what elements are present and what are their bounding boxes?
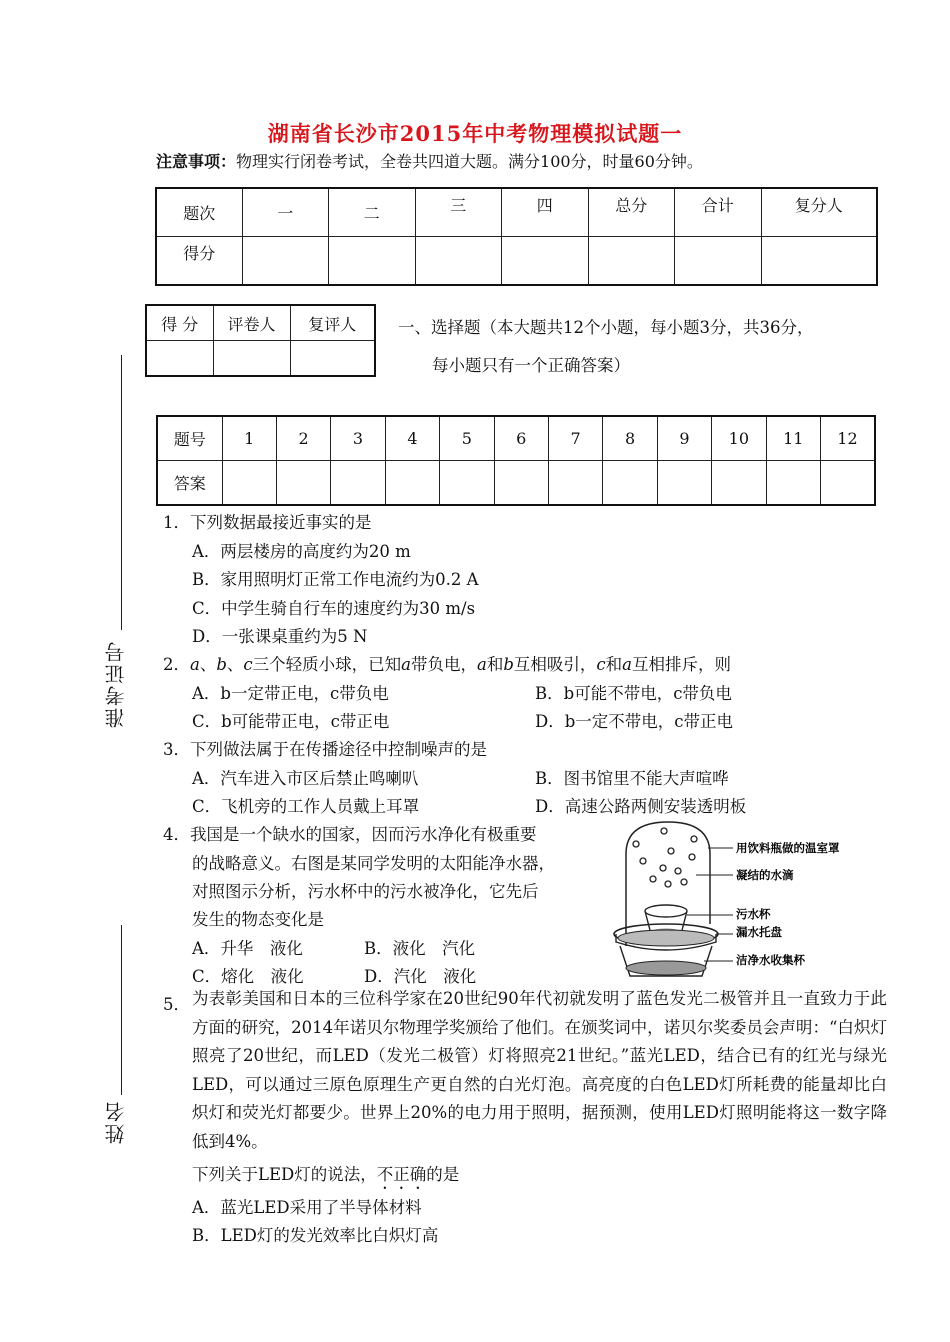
grader-cell[interactable] — [146, 341, 213, 377]
table-row — [156, 188, 877, 237]
text: 带负电， — [411, 655, 477, 674]
q2-option-d: D．b一定不带电，c带正电 — [535, 712, 734, 731]
answer-cell[interactable] — [440, 461, 494, 506]
q4-option-b: B．液化 汽化 — [364, 939, 476, 958]
question-number: 3 — [331, 416, 385, 461]
name-label: 姓名 — [104, 1100, 128, 1144]
q5-ask — [192, 1161, 459, 1193]
figure-label-drip-tray: 漏水托盘 — [736, 925, 782, 939]
score-cell[interactable] — [415, 237, 502, 286]
answer-cell[interactable] — [657, 461, 711, 506]
score-cell[interactable] — [329, 237, 416, 286]
grader-table — [145, 304, 376, 377]
answer-cell[interactable] — [276, 461, 330, 506]
question-number: 10 — [712, 416, 766, 461]
table-row — [157, 461, 875, 506]
figure-label-collection-cup: 洁净水收集杯 — [736, 953, 805, 967]
grader-header: 复评人 — [290, 305, 375, 341]
section-1-line2: 每小题只有一个正确答案） — [432, 356, 630, 375]
grader-header: 得 分 — [146, 305, 213, 341]
answer-cell[interactable] — [331, 461, 385, 506]
q2-option-b: B．b可能不带电，c带负电 — [535, 684, 732, 703]
q5-option-a: A．蓝光LED采用了半导体材料 — [192, 1198, 422, 1217]
exam-id-label: 准考证号 — [104, 640, 128, 728]
q4-line3: 对照图示分析，污水杯中的污水被净化，它先后 — [192, 882, 539, 901]
text: 、 — [199, 655, 217, 674]
question-number: 7 — [548, 416, 602, 461]
figure-label-droplets: 凝结的水滴 — [736, 868, 794, 882]
grader-cell[interactable] — [213, 341, 290, 377]
text: 、 — [226, 655, 244, 674]
binding-line — [121, 925, 122, 1095]
answer-cell[interactable] — [548, 461, 602, 506]
q3-option-c: C．飞机旁的工作人员戴上耳罩 — [192, 797, 420, 816]
binding-line — [121, 355, 122, 630]
score-header: 四 — [502, 188, 589, 237]
emphasis-not-correct: 不正确 — [376, 1165, 427, 1184]
score-cell[interactable] — [242, 237, 329, 286]
score-cell[interactable] — [502, 237, 589, 286]
answer-cell[interactable] — [712, 461, 766, 506]
q5-text: 为表彰美国和日本的三位科学家在20世纪90年代初就发明了蓝色发光二极管并且一直致力于此方面的研究，2014年诺贝尔物理学奖颁给了他们。在颁奖词中，诺贝尔奖委员会声明：“白炽灯照亮了20世纪，而LED（发光二极管）灯将照亮21世纪。”蓝光LED，结合已有的红光与绿光LED，可以通过三原色原理生产更自然的白光灯泡。高亮度的白色LED灯所耗费的能量却比白炽灯和荧光灯都要少。世界上20%的电力用于照明，据预测，使用LED灯照明能将这一数字降低到4%。 — [192, 989, 887, 1151]
table-row — [146, 305, 375, 341]
q2-option-a: A．b一定带正电，c带负电 — [192, 684, 389, 703]
var-c: c — [243, 655, 253, 674]
notice-label: 注意事项： — [156, 152, 237, 171]
text: 互相排斥，则 — [632, 655, 731, 674]
drip-tray-inner — [618, 930, 714, 946]
question-number: 9 — [657, 416, 711, 461]
q4-line4: 发生的物态变化是 — [192, 910, 324, 929]
q2-stem — [163, 651, 731, 675]
water-droplets — [633, 828, 697, 887]
score-header: 总分 — [588, 188, 675, 237]
q3-option-b: B．图书馆里不能大声喧哗 — [535, 769, 729, 788]
score-cell[interactable] — [761, 237, 877, 286]
q2-option-c: C．b可能带正电，c带正电 — [192, 712, 390, 731]
q1-option-b: B．家用照明灯正常工作电流约为0.2 A — [192, 570, 479, 589]
score-header: 一 — [242, 188, 329, 237]
q4-line2: 的战略意义。右图是某同学发明的太阳能净水器， — [192, 854, 555, 873]
grader-cell[interactable] — [290, 341, 375, 377]
var-a: a — [401, 655, 411, 674]
q5-number: 5． — [163, 995, 190, 1014]
text: 和 — [486, 655, 504, 674]
q3-option-a: A．汽车进入市区后禁止鸣喇叭 — [192, 769, 419, 788]
q1-option-a: A．两层楼房的高度约为20 m — [192, 542, 411, 561]
var-c: c — [596, 655, 606, 674]
question-number: 4 — [385, 416, 439, 461]
q4-line1: 4．我国是一个缺水的国家，因而污水净化有极重要 — [163, 825, 537, 844]
question-number: 11 — [766, 416, 820, 461]
text: 的是 — [426, 1165, 460, 1184]
text: 三个轻质小球，已知 — [252, 655, 402, 674]
score-header: 二 — [329, 188, 416, 237]
answer-cell[interactable] — [494, 461, 548, 506]
answer-cell[interactable] — [820, 461, 875, 506]
score-row-label: 得分 — [156, 237, 242, 286]
q5-option-b: B．LED灯的发光效率比白炽灯高 — [192, 1226, 439, 1245]
var-a: a — [622, 655, 632, 674]
score-header: 题次 — [156, 188, 242, 237]
score-header: 合计 — [675, 188, 762, 237]
question-number: 2 — [276, 416, 330, 461]
answer-cell[interactable] — [385, 461, 439, 506]
answer-row-label: 题号 — [157, 416, 222, 461]
q1-option-d: D．一张课桌重约为5 N — [192, 627, 368, 646]
notice-text: 物理实行闭卷考试，全卷共四道大题。满分100分，时量60分钟。 — [236, 152, 703, 171]
table-row — [146, 341, 375, 377]
question-number: 1 — [222, 416, 276, 461]
text: 下列关于LED灯的说法， — [192, 1165, 377, 1184]
grader-header: 评卷人 — [213, 305, 290, 341]
text: 互相吸引， — [513, 655, 597, 674]
figure-label-cover: 用饮料瓶做的温室罩 — [736, 841, 840, 855]
score-header: 复分人 — [761, 188, 877, 237]
question-number: 12 — [820, 416, 875, 461]
var-b: b — [216, 655, 227, 674]
answer-row-label: 答案 — [157, 461, 222, 506]
table-row — [156, 237, 877, 286]
var-b: b — [503, 655, 514, 674]
score-cell[interactable] — [675, 237, 762, 286]
q3-stem: 3．下列做法属于在传播途径中控制噪声的是 — [163, 740, 487, 759]
sewage-cup-rim — [645, 905, 687, 917]
answer-cell[interactable] — [222, 461, 276, 506]
answer-cell[interactable] — [603, 461, 657, 506]
section-1-heading — [398, 309, 888, 385]
greenhouse-cover — [626, 822, 710, 946]
answer-cell[interactable] — [766, 461, 820, 506]
question-number: 5 — [440, 416, 494, 461]
score-table — [155, 187, 878, 286]
question-number: 6 — [494, 416, 548, 461]
q3-option-d: D．高速公路两侧安装透明板 — [535, 797, 747, 816]
text: 和 — [605, 655, 623, 674]
var-a: a — [190, 655, 200, 674]
section-1-line1: 一、选择题（本大题共12个小题，每小题3分，共36分， — [398, 318, 814, 337]
question-number: 8 — [603, 416, 657, 461]
var-a: a — [477, 655, 487, 674]
page-title: 湖南省长沙市2015年中考物理模拟试题一 — [267, 121, 683, 146]
notice — [156, 149, 703, 172]
score-header: 三 — [415, 188, 502, 237]
answer-table — [156, 415, 876, 506]
table-row — [157, 416, 875, 461]
q4-option-c: C．熔化 液化 — [192, 967, 304, 986]
q2-number: 2． — [163, 655, 190, 674]
q4-option-d: D．汽化 液化 — [364, 967, 477, 986]
figure-label-sewage-cup: 污水杯 — [736, 907, 771, 921]
q1-option-c: C．中学生骑自行车的速度约为30 m/s — [192, 599, 476, 618]
q4-option-a: A．升华 液化 — [192, 939, 303, 958]
clean-water — [626, 961, 706, 975]
solar-water-purifier-figure — [608, 818, 870, 983]
score-cell[interactable] — [588, 237, 675, 286]
q1-stem: 1．下列数据最接近事实的是 — [163, 513, 372, 532]
